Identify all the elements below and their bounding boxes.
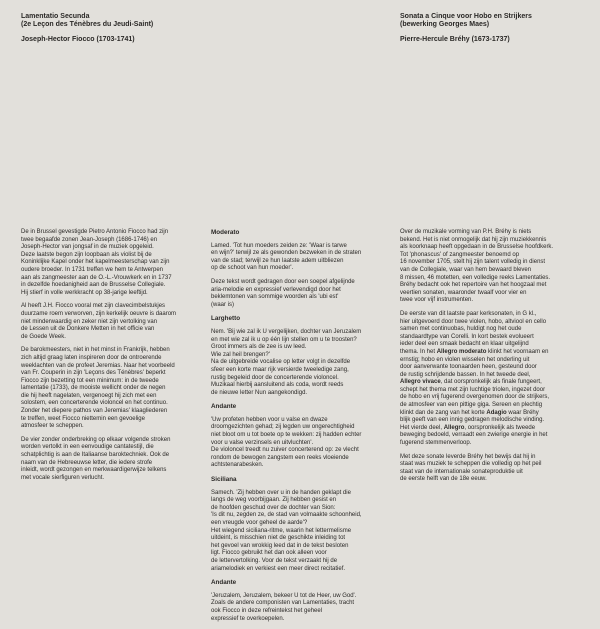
left-work-subtitle: (2e Leçon des Ténèbres du Jeudi-Saint): [21, 21, 154, 29]
column-lamentation-sections: [211, 229, 391, 629]
section-heading: Andante: [211, 579, 237, 587]
movement-name: Allegro moderato: [436, 348, 487, 355]
movement-name: Adagio: [486, 409, 507, 416]
text-run: waar Bréhy blijk geeft van een innig gedragen melodische vinding. Het vierde deel,: [400, 409, 545, 431]
left-work-title: Lamentatio Secunda: [21, 13, 90, 20]
right-header: [400, 13, 600, 44]
section-heading: Andante: [211, 403, 237, 411]
section-heading: Siciliana: [211, 476, 237, 484]
section-heading: Larghetto: [211, 315, 241, 323]
paragraph: Deze tekst wordt gedragen door een soepel afgelijnde aria-melodie en expressief verlevendigd door het beklemtonen van sommige woorden als 'ubi est' (waar is): [211, 278, 355, 308]
column-brehy-sonata: [400, 229, 590, 490]
left-composer: Joseph-Hector Fiocco (1703-1741): [21, 35, 135, 43]
paragraph: [400, 311, 590, 448]
column-fiocco-biography: [21, 229, 196, 488]
text-run: De eerste van dit laatste paar kerksonaten, in G kl., hier uitgevoerd door twee violen, hobo, altviool en cello samen met continuobas, huldigt nog het oude standaardtype van Corelli. In kort bestek evolueert ieder deel een smaak bedacht en klaar uitgelijnd thema. In het: [400, 310, 547, 355]
text-run: , dat oorspronkelijk als finale fungeert, schept het thema met zijn luchtige triolen, ingezet door de hobo en vrij fugerend overgenomen door de strijkers, de atmosfeer van een pittige giga. Sereen en plechtig klinkt dan de zang van het korte: [400, 379, 550, 416]
section-heading: Moderato: [211, 229, 240, 236]
paragraph: Met deze sonate leverde Bréhy het bewijs dat hij in staat was muziek te scheppen die volledig op het peil staat van de internationale sonateproduktie uit de eerste helft van de 18e eeuw.: [400, 453, 542, 483]
paragraph: Samech. 'Zij hebben over u in de handen geklapt die langs de weg voorbijgaan. Zij hebben gesist en de hoofden geschud over de dochter van Sion: 'Is dit nu, zegden ze, de stad van volmaakte schoonheid, een vreugde voor geheel de aarde'? Het wiegend siciliana-ritme, waarin het lettermelisme uitdeint, is misschien niet de geschikte inleiding tot het gevoel van wrokkig leed dat in de tekst besloten ligt. Fiocco gebruikt het dan ook alleen voor de lettervertolking. Voor de tekst verzaakt hij de ariamelodiek en verkiest een meer direct recitatief.: [211, 489, 362, 572]
paragraph: Over de muzikale vorming van P.H. Bréhy is niets bekend. Het is niet onmogelijk dat hij zijn muziekkennis als koorknaap heeft opgedaan in de Brusselse hoofdkerk. Tot 'phonascus' of zangmeester benoemd op 16 november 1705, stelt hij zijn talent volledig in dienst van de Collegiale, waar van hem bewaard bleven 8 missen, 46 motetten, een volledige reeks Lamentaties. Bréhy bedacht ook het repertoire van het hoogzaal met veertien sonaten, waaronder twaalf voor vier en twee voor vijf instrumenten.: [400, 229, 554, 304]
movement-name: Allegro: [443, 424, 465, 431]
paragraph: Lamed. 'Tot hun moeders zeiden ze: 'Waar is tarwe en wijn?' terwijl ze als gewonden bezweken in de straten van de stad; terwijl ze hun laatste adem uitbliezen op de schoot van hun moeder'.: [211, 242, 362, 272]
right-work-title: Sonata a Cinque voor Hobo en Strijkers: [400, 13, 532, 20]
movement-name: Allegro vivace: [400, 379, 441, 386]
paragraph: Nem. 'Bij wie zal ik U vergelijken, dochter van Jeruzalem en met wie zal ik u op één lijn stellen om u te troosten? Groot immers als de zee is uw leed. Wie zal heil brengen?' Na de uitgebreide vocalise op letter volgt in dezelfde sfeer een korte maar rijk versierde tweeledige zang, rustig begeleid door de concerterende violoncel. Muzikaal hierbij aansluitend als coda, wordt reeds de nieuwe letter Nun aangekondigd.: [211, 328, 362, 396]
text-run: , oorspronkelijk als tweede beweging bedoeld, verraadt een zwierige energie in het fugerend stemmenverloop.: [400, 424, 548, 447]
right-work-subtitle: (bewerking Georges Maes): [400, 21, 490, 29]
text-run: klinkt het voornaam en ernstig; hobo en violen wisselen het onderling uit door aanverwante toonaarden heen, gesteund door de rustig schrijdende bassen. In het tweede deel,: [400, 348, 549, 378]
left-header: [21, 13, 291, 44]
paragraph: De vier zonder onderbreking op elkaar volgende stroken worden vertolkt in een eenvoudige cantatestijl, die schatplichtig is aan de Italiaanse baroktechniek. Ook de naam van de Hebreeuwse letter, die iedere strofe inleidt, wordt gezongen en merkwaardigerwijze telkens met vocale sierfiguren verlucht.: [21, 436, 171, 481]
paragraph: 'Uw profeten hebben voor u valse en dwaze droomgezichten gehad; zij legden uw ongerechtigheid niet bloot om u tot boete op te wekken: zij hadden echter voor u valse verzinsels en uitvluchten'. De violoncel treedt nu zuiver concerterend op: ze vlecht rondom de bewogen zangstem een reeks vloeiende achtstenarabesken.: [211, 416, 362, 469]
paragraph: 'Jeruzalem, Jeruzalem, bekeer U tot de Heer, uw God'. Zoals de andere componisten van Lamentaties, tracht ook Fiocco in deze refreintekst het geheel expressief te overkoepelen.: [211, 592, 357, 622]
right-composer: Pierre-Hercule Bréhy (1673-1737): [400, 35, 510, 43]
paragraph: De barokmeesters, niet in het minst in Frankrijk, hebben zich altijd graag laten inspireren door de ontroerende weeklachten van de profeet Jeremias. Naar het voorbeeld van Fr. Couperin in zijn 'Leçons des Ténèbres' beperkt Fiocco zijn bezetting tot een minimum: in de tweede lamentatie (1733), de mooiste wellicht onder de negen die hij heeft nagelaten, vergenoegt hij zich met een solostem, een concerterende violoncel en het continuo. Zonder het diepere pathos van Jeremias' klaagliederen te treffen, weet Fiocco niettemin een gevoelige atmosfeer te scheppen.: [21, 347, 175, 430]
paragraph: De in Brussel gevestigde Pietro Antonio Fiocco had zijn twee begaafde zonen Jean-Joseph (1686-1746) en Joseph-Hector van jongsaf in de muziek opgeleid. Deze laatste begon zijn loopbaan als violist bij de Koninklijke Kapel onder het kapelmeesterschap van zijn oudere broeder. In 1731 treffen we hem te Antwerpen aan als zangmeester aan de O.-L.-Vrouwkerk en in 1737 in dezelfde hoedanigheid aan de Brusselse Collegiale. Hij stierf in volle werkkracht op 38-jarige leeftijd.: [21, 229, 172, 296]
paragraph: Al heeft J.H. Fiocco vooral met zijn clavecimbelstukjes duurzame roem verworven, zijn kerkelijk oeuvre is daarom niet minderwaardig en zeker niet zijn vertolking van de Lessen uit de Donkere Metten in het officie van de Goede Week.: [21, 303, 177, 340]
